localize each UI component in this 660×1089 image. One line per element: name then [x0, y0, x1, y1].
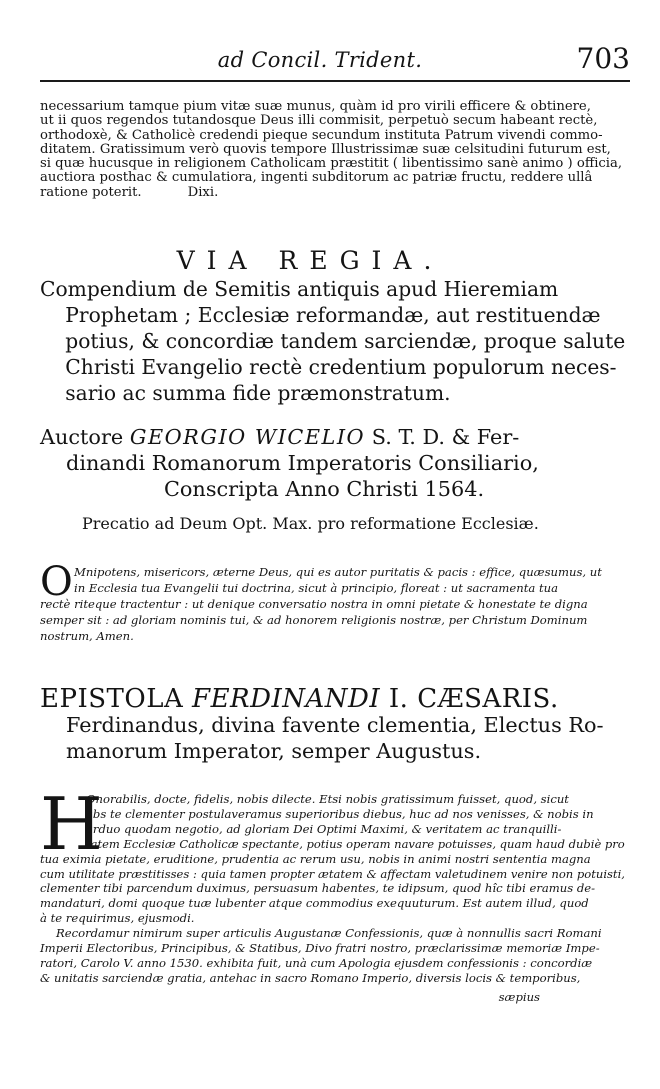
text-line: semper sit : ad gloriam nominis tui, & ad honorem religionis nostræ, per Christum Dominum [40, 613, 588, 627]
drop-capital: H [40, 782, 103, 866]
subtitle-line: manorum Imperator, semper Augustus. [66, 739, 482, 763]
text-line: à te requirimus, ejusmodi. [40, 911, 195, 926]
author-prefix: Auctore [40, 425, 124, 449]
author-block [40, 424, 539, 502]
text-line: ditatem. Gratissimum verò quovis tempore Illustrissimæ suæ celsitudini futurum est, [40, 141, 611, 157]
page-header [40, 42, 630, 84]
heading-name: FERDINANDI [192, 684, 381, 714]
subtitle-line: Compendium de Semitis antiquis apud Hieremiam [40, 277, 559, 301]
closing-paragraph [40, 100, 622, 200]
treatise-title: VIA REGIA. [176, 246, 444, 275]
text-line: tua eximia pietate, eruditione, prudentia ac rerum usu, nobis in animi nostri sententia magna [40, 851, 591, 866]
subtitle-line: Ferdinandus, divina favente clementia, Electus Ro- [66, 713, 604, 737]
text-line: Mnipotens, misericors, æterne Deus, qui es autor puritatis & pacis : effice, quæsumus, ut [74, 565, 602, 579]
text-line: & unitatis sarciendæ gratia, antehac in sacro Romano Imperio, diversis locis & temporibus, [40, 970, 581, 985]
author-line: dinandi Romanorum Imperatoris Consiliario, [66, 451, 539, 475]
running-title: ad Concil. Trident. [217, 48, 423, 72]
author-line [40, 424, 539, 450]
text-line: mandaturi, domi quoque tuæ lubenter atque commodius exequuturum. Est autem illud, quod [40, 896, 589, 911]
letter-body [40, 782, 625, 1022]
catchword: sæpius [498, 990, 540, 1004]
text-line: Recordamur nimirum super articulis Augustanæ Confessionis, quæ à nonnullis sacri Romani [56, 926, 602, 941]
text-line: orthodoxè, & Catholicè credendi pieque secundum instituta Patrum vivendi commo- [40, 127, 603, 143]
epistola-heading [40, 684, 559, 714]
text-line: tatem Ecclesiæ Catholicæ spectante, potius operam navare potuisses, quam haud dubiè pro [86, 836, 625, 851]
text-line: auctiora posthac & cumulatiora, ingenti subditorum ac patriæ fructu, reddere ullâ [40, 170, 593, 186]
subtitle-line: sario ac summa fide præmonstratum. [65, 381, 451, 405]
text-line: rectè riteque tractentur : ut denique conversatio nostra in omni pietate & honestate te digna [40, 597, 588, 611]
heading-part: EPISTOLA [40, 684, 184, 714]
treatise-subtitle [40, 276, 641, 406]
text-line: clementer tibi parcendum duximus, persuasum habentes, te idipsum, quod hîc tibi eramus de- [40, 881, 596, 896]
drop-capital: O [40, 559, 73, 605]
header-rule [40, 80, 630, 82]
text-line: abs te clementer postulaveramus superioribus diebus, huc ad nos venisses, & nobis in [86, 806, 594, 821]
author-name: GEORGIO WICELIO [129, 425, 366, 449]
prayer-title: Precatio ad Deum Opt. Max. pro reformatione Ecclesiæ. [82, 514, 539, 533]
text-line: arduo quodam negotio, ad gloriam Dei Optimi Maximi, & veritatem ac tranquilli- [86, 821, 562, 836]
author-line: Conscripta Anno Christi 1564. [164, 477, 485, 501]
text-line: in Ecclesia tua Evangelii tui doctrina, sicut à principio, floreat : ut sacramenta tua [74, 581, 558, 595]
author-degree: S. T. D. & Fer- [371, 425, 520, 449]
epistola-subtitle [66, 712, 604, 764]
subtitle-line: potius, & concordiæ tandem sarciendæ, proque salute [65, 329, 626, 353]
text-fragment: ratione poterit. [40, 184, 142, 200]
text-line: necessarium tamque pium vitæ suæ munus, quàm id pro virili efficere & obtinere, [40, 99, 591, 114]
prayer-text [40, 559, 602, 648]
text-line: si quæ hucusque in religionem Catholicam præstitit ( libentissimo sanè animo ) officia, [40, 156, 623, 172]
text-line: ratori, Carolo V. anno 1530. exhibita fuit, unà cum Apologia ejusdem confessionis : concordiæ [40, 955, 593, 970]
signature: Dixi. [187, 184, 219, 200]
subtitle-line: Christi Evangelio rectè credentium populorum neces- [65, 355, 617, 379]
text-line: nostrum, Amen. [40, 629, 134, 643]
text-line: cum utilitate præstitisses : quia tamen propter ætatem & affectam valetudinem venire non potuisti, [40, 866, 625, 881]
text-line [40, 186, 622, 200]
subtitle-line: Prophetam ; Ecclesiæ reformandæ, aut restituendæ [65, 303, 601, 327]
heading-part: I. CÆSARIS. [388, 684, 559, 714]
text-line: Onorabilis, docte, fidelis, nobis dilecte. Etsi nobis gratissimum fuisset, quod, sicut [86, 792, 569, 806]
page-number: 703 [576, 42, 630, 75]
text-line: Imperii Electoribus, Principibus, & Statibus, Divo fratri nostro, præclarissimæ memoriæ Impe- [40, 941, 600, 955]
text-line: ut ii quos regendos tutandosque Deus illi commisit, perpetuò secum habeant rectè, [40, 113, 598, 129]
